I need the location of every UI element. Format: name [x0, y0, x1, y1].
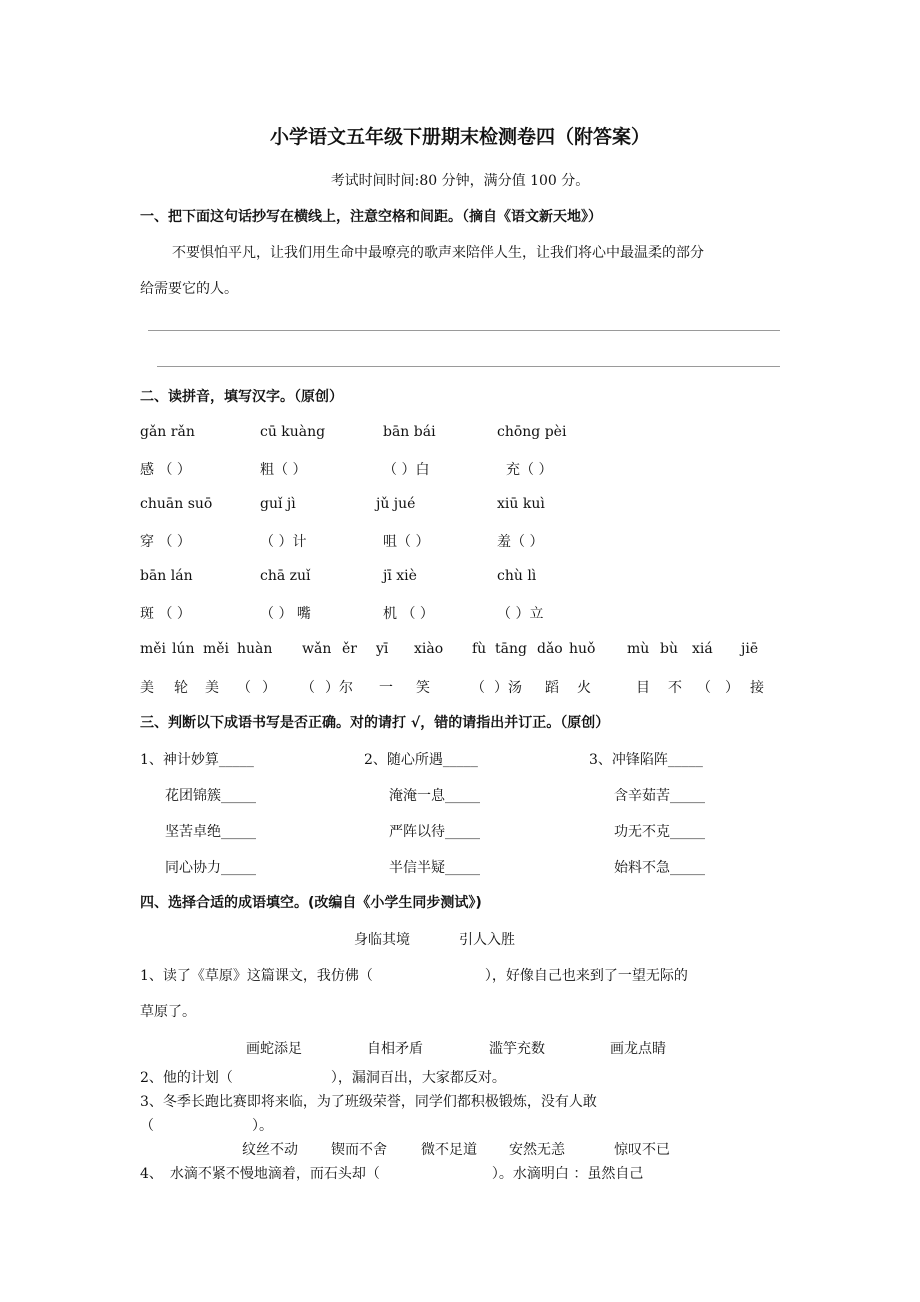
hanzi-char: 笑: [416, 680, 430, 696]
idiom-option: 微不足道: [421, 1142, 477, 1158]
hanzi-blank[interactable]: ）汤: [494, 680, 522, 696]
section-1-text-line1: 不要惧怕平凡，让我们用生命中最嘹亮的歌声来陪伴人生，让我们将心中最温柔的部分: [172, 245, 704, 261]
pinyin-syllable: fù: [472, 641, 487, 657]
idiom-item[interactable]: 1、神计妙算_____: [140, 752, 254, 768]
section-3-heading: 三、判断以下成语书写是否正确。对的请打 √，错的请指出并订正。（原创）: [140, 715, 610, 731]
idiom-item[interactable]: 同心协力_____: [165, 860, 256, 876]
pinyin-cell: gǎn rǎn: [140, 424, 195, 440]
idiom-item[interactable]: 始料不急_____: [614, 860, 705, 876]
pinyin-syllable: wǎn: [302, 641, 332, 657]
idiom-item[interactable]: 花团锦簇_____: [165, 788, 256, 804]
hanzi-blank[interactable]: （: [471, 680, 485, 696]
hanzi-blank[interactable]: （ ）白: [383, 462, 430, 478]
pinyin-syllable: dǎo: [537, 641, 563, 657]
hanzi-blank[interactable]: （ ） 嘴: [260, 606, 311, 622]
pinyin-syllable: huàn: [237, 641, 273, 657]
section-1-heading: 一、把下面这句话抄写在横线上，注意空格和间距。（摘自《语文新天地》）: [140, 209, 602, 225]
idiom-option: 纹丝不动: [242, 1142, 298, 1158]
hanzi-blank[interactable]: （: [301, 680, 315, 696]
pinyin-syllable: jiē: [741, 641, 759, 657]
pinyin-cell: jǔ jué: [376, 496, 416, 512]
pinyin-cell: chuān suō: [140, 496, 213, 512]
hanzi-char: 轮: [174, 680, 188, 696]
question-1-line1: 1、读了《草原》这篇课文，我仿佛（ ），好像自己也来到了一望无际的: [140, 968, 688, 984]
pinyin-syllable: huǒ: [569, 641, 596, 657]
hanzi-char: 接: [750, 680, 764, 696]
idiom-item[interactable]: 功无不克_____: [614, 824, 705, 840]
pinyin-syllable: bù: [660, 641, 678, 657]
hanzi-char: 不: [668, 680, 682, 696]
pinyin-cell: jī xiè: [383, 568, 417, 584]
hanzi-char: 美: [205, 680, 219, 696]
pinyin-cell: cū kuàng: [260, 424, 326, 440]
hanzi-blank[interactable]: （ ）立: [497, 606, 544, 622]
page-title: 小学语文五年级下册期末检测卷四（附答案）: [269, 126, 650, 148]
pinyin-syllable: tāng: [495, 641, 527, 657]
idiom-option: 引人入胜: [459, 932, 515, 948]
idiom-item[interactable]: 淹淹一息_____: [389, 788, 480, 804]
hanzi-blank[interactable]: 机 （ ）: [383, 606, 434, 622]
pinyin-syllable: yī: [376, 641, 389, 657]
pinyin-syllable: lún: [172, 641, 195, 657]
pinyin-cell: chù lì: [497, 568, 537, 584]
idiom-option: 自相矛盾: [367, 1041, 423, 1057]
copy-line-1[interactable]: [148, 330, 780, 331]
copy-line-2[interactable]: [157, 366, 780, 367]
question-4-line1: 4、 水滴不紧不慢地滴着，而石头却（ ）。水滴明白 ：虽然自己: [140, 1166, 644, 1182]
section-2-heading: 二、读拼音，填写汉字。（原创）: [140, 389, 343, 405]
hanzi-blank[interactable]: （: [697, 680, 711, 696]
idiom-option: 画龙点睛: [610, 1041, 666, 1057]
idiom-option: 锲而不舍: [331, 1142, 387, 1158]
hanzi-char: 一: [379, 680, 393, 696]
hanzi-blank[interactable]: ）尔: [325, 680, 353, 696]
pinyin-cell: bān bái: [383, 424, 436, 440]
idiom-item[interactable]: 3、冲锋陷阵_____: [589, 752, 703, 768]
pinyin-syllable: xiào: [414, 641, 444, 657]
question-1-line2: 草原了。: [140, 1004, 196, 1020]
section-4-heading: 四、选择合适的成语填空。(改编自《小学生同步测试》): [140, 895, 482, 911]
idiom-item[interactable]: 坚苦卓绝_____: [165, 824, 256, 840]
hanzi-char: 蹈: [545, 680, 559, 696]
question-2: 2、他的计划（ ），漏洞百出，大家都反对。: [140, 1070, 506, 1086]
hanzi-blank[interactable]: （ ）计: [260, 534, 307, 550]
idiom-option: 安然无恙: [509, 1142, 565, 1158]
idiom-item[interactable]: 半信半疑_____: [389, 860, 480, 876]
idiom-option: 画蛇添足: [246, 1041, 302, 1057]
pinyin-syllable: mù: [627, 641, 650, 657]
hanzi-blank[interactable]: 充（ ）: [506, 462, 553, 478]
idiom-option: 滥竽充数: [489, 1041, 545, 1057]
hanzi-blank[interactable]: 羞（ ）: [497, 534, 544, 550]
idiom-option: 惊叹不已: [614, 1142, 670, 1158]
pinyin-cell: bān lán: [140, 568, 193, 584]
question-3-line2: （ ）。: [140, 1118, 273, 1134]
section-1-text-line2: 给需要它的人。: [140, 281, 238, 297]
question-3-line1: 3、冬季长跑比赛即将来临，为了班级荣誉，同学们都积极锻炼，没有人敢: [140, 1094, 597, 1110]
pinyin-syllable: ěr: [342, 641, 357, 657]
pinyin-cell: guǐ jì: [260, 496, 296, 512]
hanzi-blank[interactable]: 穿 （ ）: [140, 534, 191, 550]
hanzi-blank[interactable]: ）: [262, 680, 276, 696]
hanzi-blank[interactable]: 咀（ ）: [383, 534, 430, 550]
hanzi-char: 火: [577, 680, 591, 696]
hanzi-char: 美: [140, 680, 154, 696]
hanzi-blank[interactable]: 斑 （ ）: [140, 606, 191, 622]
hanzi-char: 目: [636, 680, 650, 696]
idiom-item[interactable]: 2、随心所遇_____: [364, 752, 478, 768]
hanzi-blank[interactable]: （: [237, 680, 251, 696]
hanzi-blank[interactable]: ）: [725, 680, 739, 696]
pinyin-syllable: měi: [203, 641, 230, 657]
hanzi-blank[interactable]: 粗（ ）: [260, 462, 307, 478]
idiom-item[interactable]: 含辛茹苦_____: [614, 788, 705, 804]
idiom-option: 身临其境: [354, 932, 410, 948]
pinyin-cell: chōng pèi: [497, 424, 567, 440]
hanzi-blank[interactable]: 感 （ ）: [140, 462, 191, 478]
pinyin-syllable: xiá: [692, 641, 713, 657]
pinyin-cell: chā zuǐ: [260, 568, 311, 584]
pinyin-syllable: měi: [140, 641, 167, 657]
pinyin-cell: xiū kuì: [497, 496, 545, 512]
idiom-item[interactable]: 严阵以待_____: [389, 824, 480, 840]
exam-info: 考试时间时间:80 分钟，满分值 100 分。: [330, 173, 590, 189]
